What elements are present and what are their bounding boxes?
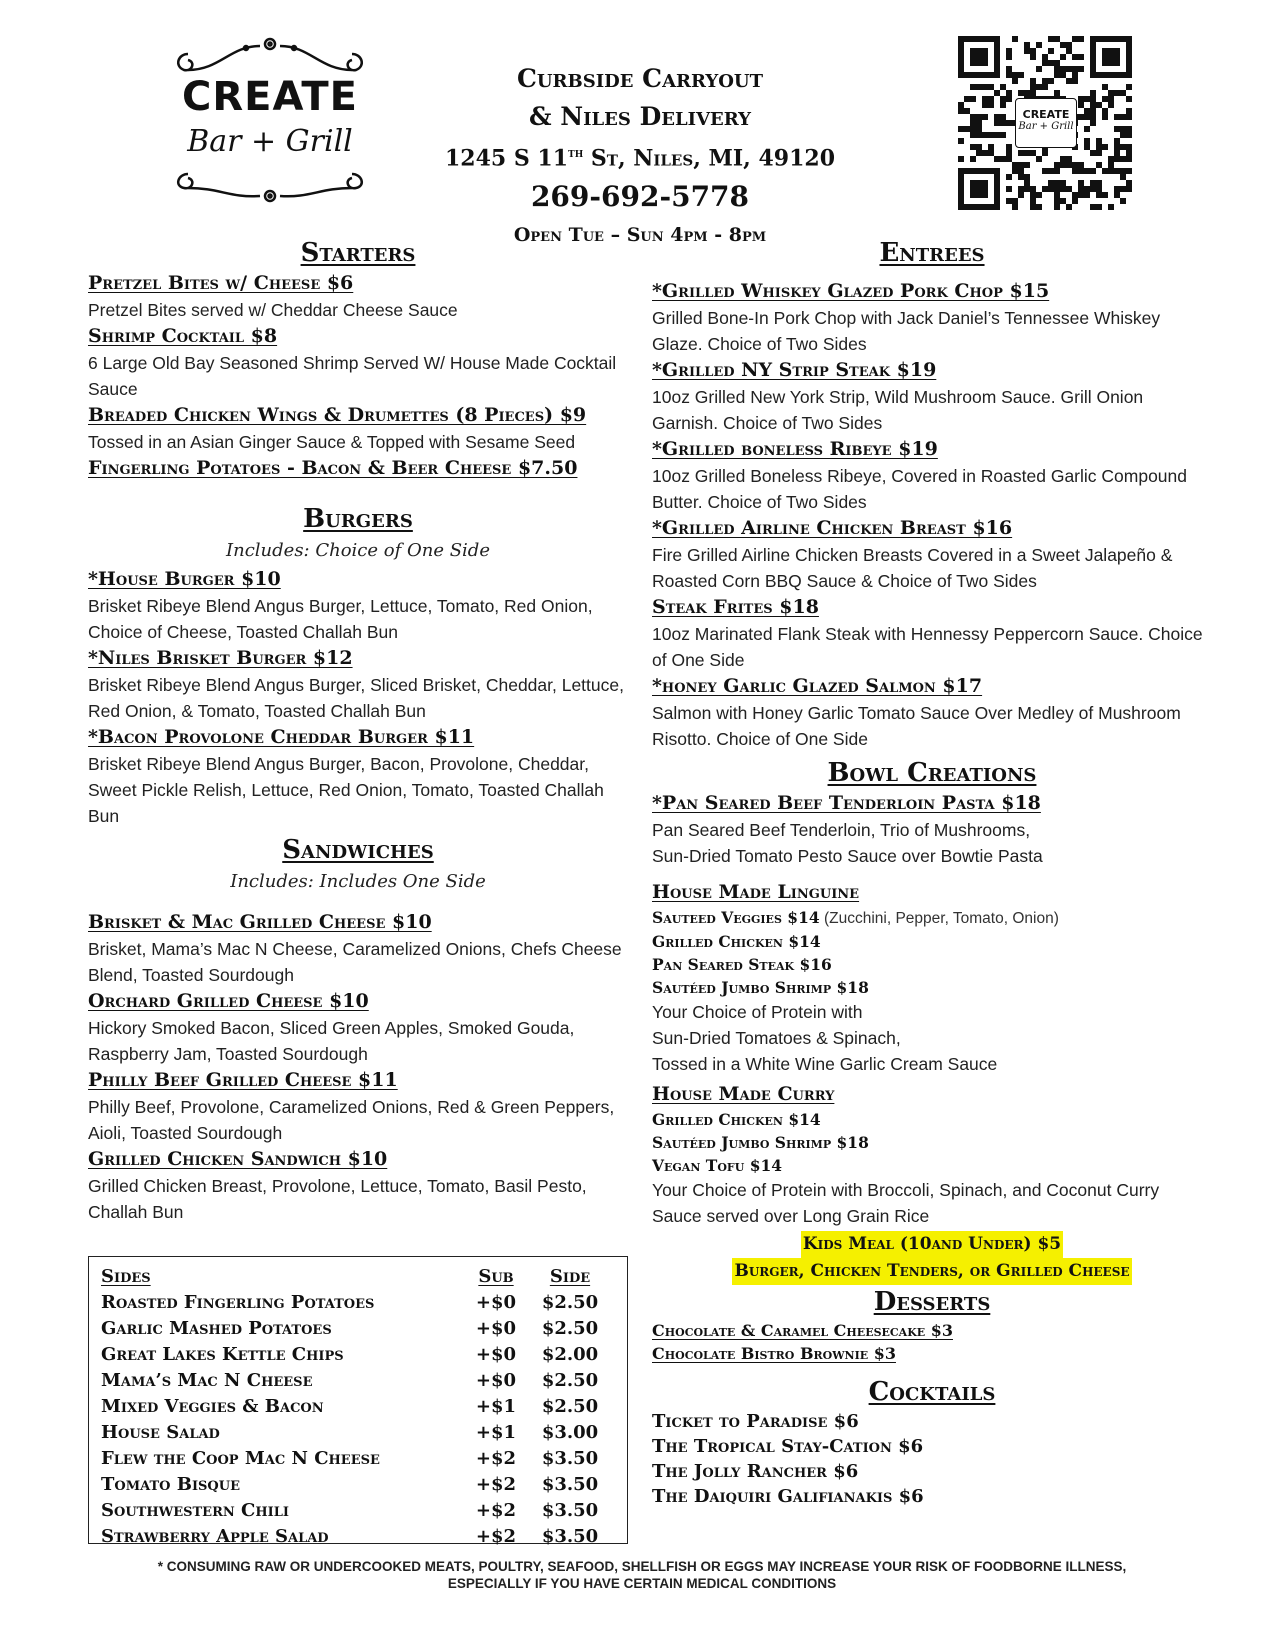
logo [170,36,370,206]
side-sub-price: +$2 [475,1447,517,1469]
curry-option: Vegan Tofu $14 [652,1156,783,1175]
table-row [89,1445,627,1471]
linguine-option: Sautéed Jumbo Shrimp $18 [652,978,869,997]
menu-item-name: *Pan Seared Beef Tenderloin Pasta $18 [652,792,1041,814]
side-name: House Salad [101,1421,220,1443]
table-row [89,1367,627,1393]
side-price: $3.50 [541,1473,599,1495]
linguine-option [652,906,1212,930]
side-name: Strawberry Apple Salad [101,1525,329,1547]
desserts-title: Desserts [873,1287,991,1317]
menu-item-desc: Hickory Smoked Bacon, Sliced Green Apples, Smoked Gouda, Raspberry Jam, Toasted Sourdough [88,1018,575,1064]
logo-name: CREATE [182,74,358,120]
curry-option: Grilled Chicken $14 [652,1110,821,1129]
menu-item-name: *Bacon Provolone Cheddar Burger $11 [88,726,475,748]
dessert-item: Chocolate Bistro Brownie $3 [652,1344,896,1363]
sides-grid [89,1263,627,1549]
cocktail-item: The Daiquiri Galifianakis $6 [652,1486,924,1507]
menu-item-desc: 10oz Grilled Boneless Ribeye, Covered in Roasted Garlic Compound Butter. Choice of Two Sides [652,466,1187,512]
menu-item-name: Pretzel Bites w/ Cheese $6 [88,272,354,294]
side-price: $3.50 [541,1525,599,1547]
left-column [88,236,628,1225]
right-column [652,236,1212,1509]
table-row [89,1523,627,1549]
menu-item-name: *Grilled boneless Ribeye $19 [652,438,938,460]
side-name: Garlic Mashed Potatoes [101,1317,332,1339]
col-header-side: Side [549,1265,591,1287]
curry-title: House Made Curry [652,1083,835,1105]
menu-item-desc: Your Choice of Protein with Broccoli, Spinach, and Coconut Curry Sauce served over Long Grain Rice [652,1180,1160,1226]
side-sub-price: +$1 [475,1421,517,1443]
menu-item-name: *Grilled Whiskey Glazed Pork Chop $15 [652,280,1050,302]
side-sub-price: +$0 [475,1343,517,1365]
side-name: Tomato Bisque [101,1473,241,1495]
menu-item-name: Fingerling Potatoes - Bacon & Beer Cheese $7.50 [88,457,578,479]
option-label: Sauteed Veggies $14 [652,908,820,927]
burgers-title: Burgers [303,504,413,534]
side-name: Mama’s Mac N Cheese [101,1369,313,1391]
side-sub-price: +$2 [475,1525,517,1547]
menu-item-desc: Your Choice of Protein with [652,1002,863,1022]
table-row [89,1341,627,1367]
phone-number: 269-692-5778 [530,180,750,214]
menu-item-desc: Tossed in an Asian Ginger Sauce & Topped with Sesame Seed [88,432,576,452]
menu-item-name: Shrimp Cocktail $8 [88,325,278,347]
menu-item-name: Orchard Grilled Cheese $10 [88,990,369,1012]
linguine-option: Pan Seared Steak $16 [652,955,832,974]
menu-item-desc: Philly Beef, Provolone, Caramelized Onions, Red & Green Peppers, Aioli, Toasted Sourdough [88,1097,615,1143]
side-name: Flew the Coop Mac N Cheese [101,1447,380,1469]
menu-item-desc: Sun-Dried Tomato Pesto Sauce over Bowtie Pasta [652,846,1043,866]
address-suffix: th [568,146,584,161]
side-price: $2.50 [541,1369,599,1391]
bowls-title: Bowl Creations [827,758,1037,788]
menu-item-desc: 10oz Grilled New York Strip, Wild Mushroom Sauce. Grill Onion Garnish. Choice of Two Sides [652,387,1144,433]
menu-item-name: Brisket & Mac Grilled Cheese $10 [88,911,432,933]
address-rest: St, Niles, MI, 49120 [583,145,836,172]
menu-item-desc: Brisket Ribeye Blend Angus Burger, Bacon, Provolone, Cheddar, Sweet Pickle Relish, Lettuce, Red Onion, Tomato, Toasted Challah Bun [88,754,604,826]
side-sub-price: +$1 [475,1395,517,1417]
linguine-title: House Made Linguine [652,881,860,903]
menu-item-desc: Tossed in a White Wine Garlic Cream Sauce [652,1054,998,1074]
menu-item-desc: Sun-Dried Tomatoes & Spinach, [652,1028,901,1048]
menu-item-name: *honey Garlic Glazed Salmon $17 [652,675,983,697]
menu-item-name: *Grilled Airline Chicken Breast $16 [652,517,1013,539]
food-safety-disclaimer [0,1558,1284,1592]
side-sub-price: +$0 [475,1291,517,1313]
starters-title: Starters [300,238,416,268]
menu-item-name: Grilled Chicken Sandwich $10 [88,1148,388,1170]
burgers-subtitle: Includes: Choice of One Side [226,540,490,561]
header-line2: & Niles Delivery [528,102,752,131]
menu-item-desc: 6 Large Old Bay Seasoned Shrimp Served W/ House Made Cocktail Sauce [88,353,617,399]
kids-meal-options: Burger, Chicken Tenders, or Grilled Cheese [732,1258,1131,1285]
side-sub-price: +$0 [475,1369,517,1391]
cocktail-item: Ticket to Paradise $6 [652,1411,859,1432]
side-sub-price: +$0 [475,1317,517,1339]
table-row [89,1289,627,1315]
qr-code[interactable] [958,36,1132,210]
menu-item-name: Breaded Chicken Wings & Drumettes (8 Pieces) $9 [88,404,587,426]
option-note: (Zucchini, Pepper, Tomato, Onion) [819,910,1059,927]
address-number: 1245 S 11 [444,145,569,172]
cocktails-title: Cocktails [868,1377,996,1407]
restaurant-header [420,60,860,252]
table-row [89,1393,627,1419]
col-header-sides: Sides [101,1265,151,1287]
side-name: Southwestern Chili [101,1499,289,1521]
col-header-sub: Sub [478,1265,514,1287]
sides-table [88,1256,628,1547]
side-price: $2.50 [541,1291,599,1313]
side-price: $2.50 [541,1317,599,1339]
address [420,136,860,176]
side-sub-price: +$2 [475,1499,517,1521]
starters-list [88,270,628,482]
logo-subtitle: Bar + Grill [187,124,353,159]
cocktail-item: The Tropical Stay-Cation $6 [652,1436,924,1457]
sandwiches-title: Sandwiches [282,835,434,865]
logo-flourish-icon [170,36,370,206]
disclaimer-line2: ESPECIALLY IF YOU HAVE CERTAIN MEDICAL CONDITIONS [447,1576,837,1591]
menu-item-desc: Pretzel Bites served w/ Cheddar Cheese Sauce [88,300,458,320]
menu-item-desc: Salmon with Honey Garlic Tomato Sauce Over Medley of Mushroom Risotto. Choice of One Side [652,703,1181,749]
table-row [89,1419,627,1445]
table-header-row [89,1263,627,1289]
side-name: Mixed Veggies & Bacon [101,1395,324,1417]
menu-item-desc: 10oz Marinated Flank Steak with Hennessy Peppercorn Sauce. Choice of One Side [652,624,1203,670]
kids-meal [652,1231,1212,1285]
table-row [89,1471,627,1497]
disclaimer-line1: * CONSUMING RAW OR UNDERCOOKED MEATS, POULTRY, SEAFOOD, SHELLFISH OR EGGS MAY INCREASE YOUR RISK OF FOODBORNE ILLNESS, [157,1559,1127,1574]
side-price: $3.50 [541,1499,599,1521]
side-name: Great Lakes Kettle Chips [101,1343,344,1365]
menu-item-desc: Brisket, Mama’s Mac N Cheese, Caramelized Onions, Chefs Cheese Blend, Toasted Sourdough [88,939,622,985]
table-row [89,1497,627,1523]
menu-item-name: Steak Frites $18 [652,596,819,618]
side-name: Roasted Fingerling Potatoes [101,1291,375,1313]
menu-item-desc: Brisket Ribeye Blend Angus Burger, Lettuce, Tomato, Red Onion, Choice of Cheese, Toasted Challah Bun [88,596,593,642]
table-row [89,1315,627,1341]
cocktail-item: The Jolly Rancher $6 [652,1461,859,1482]
linguine-option: Grilled Chicken $14 [652,932,821,951]
sandwiches-subtitle: Includes: Includes One Side [230,871,486,892]
menu-item-desc: Grilled Bone-In Pork Chop with Jack Daniel’s Tennessee Whiskey Glaze. Choice of Two Sides [652,308,1161,354]
entrees-title: Entrees [879,238,985,268]
qr-logo-sub: Bar + Grill [1018,121,1074,132]
side-sub-price: +$2 [475,1473,517,1495]
menu-item-name: *Niles Brisket Burger $12 [88,647,353,669]
side-price: $3.00 [541,1421,599,1443]
side-price: $3.50 [541,1447,599,1469]
menu-item-desc: Brisket Ribeye Blend Angus Burger, Sliced Brisket, Cheddar, Lettuce, Red Onion, & Tomato, Toasted Challah Bun [88,675,624,721]
side-price: $2.50 [541,1395,599,1417]
menu-item-name: Philly Beef Grilled Cheese $11 [88,1069,398,1091]
hours: Open Tue – Sun 4pm - 8pm [513,224,767,247]
menu-item-desc: Grilled Chicken Breast, Provolone, Lettuce, Tomato, Basil Pesto, Challah Bun [88,1176,587,1222]
menu-item-desc: Fire Grilled Airline Chicken Breasts Covered in a Sweet Jalapeño & Roasted Corn BBQ Sauce & Choice of Two Sides [652,545,1173,591]
qr-logo-name: CREATE [1022,108,1070,121]
kids-meal-title: Kids Meal (10and Under) $5 [801,1231,1063,1258]
curry-option: Sautéed Jumbo Shrimp $18 [652,1133,869,1152]
menu-item-name: *House Burger $10 [88,568,281,590]
menu-item-desc: Pan Seared Beef Tenderloin, Trio of Mushrooms, [652,820,1031,840]
header-line1: Curbside Carryout [516,64,764,93]
menu-item-name: *Grilled NY Strip Steak $19 [652,359,937,381]
qr-center-logo [1015,98,1077,148]
dessert-item: Chocolate & Caramel Cheesecake $3 [652,1321,953,1340]
side-price: $2.00 [541,1343,599,1365]
